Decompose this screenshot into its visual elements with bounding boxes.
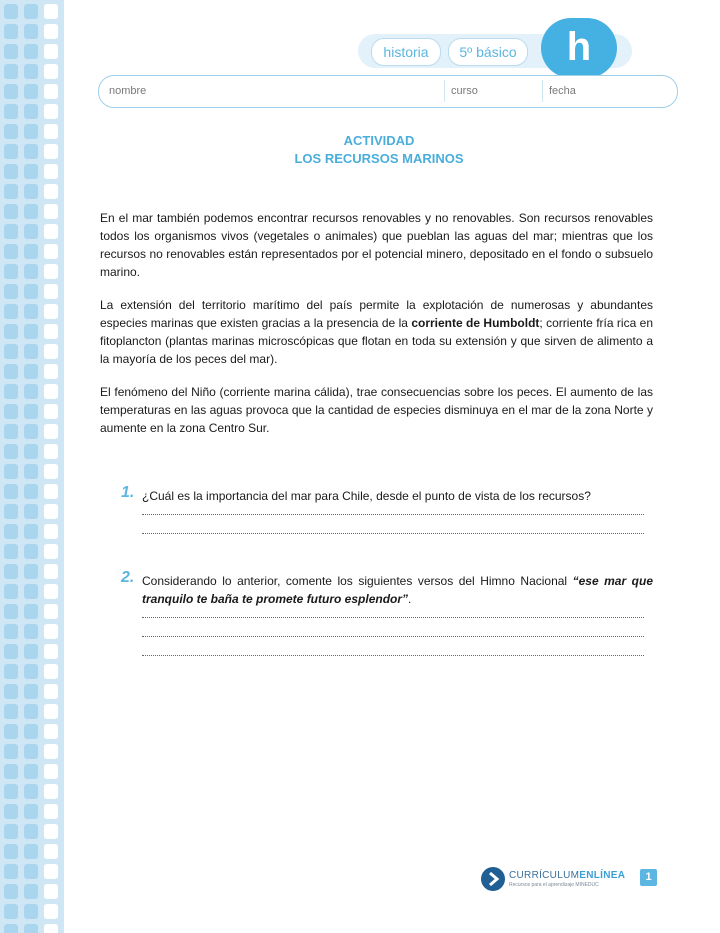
strip-cell bbox=[44, 544, 58, 559]
activity-heading: ACTIVIDAD bbox=[343, 133, 415, 148]
brand-tagline: Recursos para el aprendizaje MINEDUC bbox=[509, 882, 599, 888]
strip-cell bbox=[24, 644, 38, 659]
strip-cell bbox=[24, 64, 38, 79]
answer-line bbox=[142, 617, 644, 618]
strip-cell bbox=[4, 824, 18, 839]
strip-cell bbox=[4, 264, 18, 279]
strip-cell bbox=[4, 344, 18, 359]
strip-cell bbox=[4, 924, 18, 933]
strip-cell bbox=[24, 304, 38, 319]
strip-cell bbox=[4, 844, 18, 859]
strip-cell bbox=[4, 244, 18, 259]
strip-cell bbox=[44, 884, 58, 899]
strip-cell bbox=[44, 124, 58, 139]
subject-logo: h bbox=[541, 18, 617, 78]
strip-cell bbox=[4, 384, 18, 399]
strip-cell bbox=[24, 404, 38, 419]
strip-cell bbox=[24, 484, 38, 499]
answer-line bbox=[142, 655, 644, 656]
strip-cell bbox=[24, 104, 38, 119]
question-1-number: 1. bbox=[121, 484, 135, 501]
strip-cell bbox=[44, 764, 58, 779]
strip-cell bbox=[4, 184, 18, 199]
question-2-number: 2. bbox=[121, 569, 135, 586]
strip-cell bbox=[4, 644, 18, 659]
strip-cell bbox=[24, 504, 38, 519]
strip-cell bbox=[4, 424, 18, 439]
grade-badge: 5º básico bbox=[448, 38, 528, 66]
strip-cell bbox=[44, 104, 58, 119]
strip-cell bbox=[4, 104, 18, 119]
strip-cell bbox=[44, 204, 58, 219]
strip-cell bbox=[4, 504, 18, 519]
name-field-label: nombre bbox=[109, 85, 147, 97]
strip-cell bbox=[4, 884, 18, 899]
strip-cell bbox=[44, 484, 58, 499]
strip-cell bbox=[44, 604, 58, 619]
strip-cell bbox=[24, 684, 38, 699]
strip-cell bbox=[4, 64, 18, 79]
strip-cell bbox=[24, 4, 38, 19]
strip-cell bbox=[24, 264, 38, 279]
strip-cell bbox=[44, 4, 58, 19]
strip-cell bbox=[24, 544, 38, 559]
strip-cell bbox=[24, 864, 38, 879]
strip-cell bbox=[24, 724, 38, 739]
strip-cell bbox=[44, 144, 58, 159]
strip-cell bbox=[4, 484, 18, 499]
strip-cell bbox=[4, 44, 18, 59]
strip-cell bbox=[44, 444, 58, 459]
strip-cell bbox=[44, 824, 58, 839]
strip-cell bbox=[24, 244, 38, 259]
paragraph-2-text-end: ; corriente fría rica en fitoplancton (plantas marinas microscópicas que flotan en toda su extensión y que sirven de alimento a la mayoría de los peces del mar). bbox=[100, 316, 653, 366]
question-2-text bbox=[142, 572, 653, 608]
strip-cell bbox=[44, 664, 58, 679]
paragraph-3: El fenómeno del Niño (corriente marina cálida), trae consecuencias sobre los peces. El aumento de las temperaturas en las aguas provoca que la cantidad de especies disminuya en el mar de la zona Norte y aumente en la zona Centro Sur. bbox=[100, 385, 653, 435]
strip-cell bbox=[44, 64, 58, 79]
answer-line bbox=[142, 636, 644, 637]
strip-cell bbox=[24, 424, 38, 439]
curriculum-logo-icon bbox=[480, 866, 506, 892]
strip-cell bbox=[24, 364, 38, 379]
strip-cell bbox=[4, 124, 18, 139]
strip-cell bbox=[4, 284, 18, 299]
strip-cell bbox=[24, 764, 38, 779]
decorative-film-strip bbox=[0, 0, 64, 933]
strip-cell bbox=[4, 724, 18, 739]
strip-cell bbox=[24, 344, 38, 359]
strip-cell bbox=[24, 904, 38, 919]
strip-cell bbox=[4, 364, 18, 379]
strip-cell bbox=[4, 84, 18, 99]
strip-cell bbox=[4, 764, 18, 779]
strip-cell bbox=[44, 644, 58, 659]
strip-cell bbox=[24, 924, 38, 933]
answer-line bbox=[142, 533, 644, 534]
course-field-label: curso bbox=[451, 85, 478, 97]
strip-cell bbox=[24, 884, 38, 899]
strip-cell bbox=[24, 624, 38, 639]
paragraph-2 bbox=[100, 296, 653, 368]
page-title: LOS RECURSOS MARINOS bbox=[294, 151, 464, 166]
date-field-label: fecha bbox=[549, 85, 576, 97]
strip-cell bbox=[24, 84, 38, 99]
brand-name-part: ENLÍNEA bbox=[579, 870, 626, 881]
strip-cell bbox=[4, 584, 18, 599]
strip-cell bbox=[4, 4, 18, 19]
strip-cell bbox=[4, 524, 18, 539]
strip-cell bbox=[4, 904, 18, 919]
strip-cell bbox=[4, 224, 18, 239]
strip-cell bbox=[24, 44, 38, 59]
strip-cell bbox=[24, 384, 38, 399]
strip-cell bbox=[44, 504, 58, 519]
strip-cell bbox=[4, 164, 18, 179]
strip-cell bbox=[44, 584, 58, 599]
strip-cell bbox=[4, 804, 18, 819]
strip-cell bbox=[44, 244, 58, 259]
strip-cell bbox=[44, 864, 58, 879]
strip-cell bbox=[44, 164, 58, 179]
divider bbox=[542, 80, 543, 102]
strip-cell bbox=[24, 124, 38, 139]
strip-cell bbox=[24, 704, 38, 719]
strip-cell bbox=[44, 344, 58, 359]
question-1-text: ¿Cuál es la importancia del mar para Chile, desde el punto de vista de los recursos? bbox=[142, 489, 591, 503]
strip-cell bbox=[44, 364, 58, 379]
strip-cell bbox=[44, 564, 58, 579]
student-info-bar bbox=[98, 75, 678, 108]
strip-cell bbox=[4, 404, 18, 419]
strip-cell bbox=[4, 564, 18, 579]
strip-cell bbox=[4, 304, 18, 319]
question-2-body: Considerando lo anterior, comente los siguientes versos del Himno Nacional bbox=[142, 574, 573, 588]
strip-cell bbox=[44, 904, 58, 919]
strip-cell bbox=[24, 844, 38, 859]
strip-cell bbox=[24, 204, 38, 219]
strip-cell bbox=[4, 664, 18, 679]
strip-cell bbox=[4, 324, 18, 339]
strip-cell bbox=[24, 164, 38, 179]
strip-cell bbox=[24, 224, 38, 239]
strip-cell bbox=[4, 784, 18, 799]
strip-cell bbox=[24, 784, 38, 799]
subject-badge: historia bbox=[371, 38, 441, 66]
paragraph-2-text: La extensión del territorio marítimo del país permite la explotación de numerosas y abundantes especies marinas que existen gracias a la presencia de la bbox=[100, 298, 653, 330]
strip-cell bbox=[4, 624, 18, 639]
strip-cell bbox=[24, 24, 38, 39]
brand-name-part: CURRÍCULUM bbox=[509, 870, 580, 881]
divider bbox=[444, 80, 445, 102]
strip-cell bbox=[4, 204, 18, 219]
strip-cell bbox=[4, 464, 18, 479]
strip-cell bbox=[44, 784, 58, 799]
strip-cell bbox=[4, 544, 18, 559]
strip-cell bbox=[24, 804, 38, 819]
strip-cell bbox=[24, 284, 38, 299]
strip-cell bbox=[44, 84, 58, 99]
strip-cell bbox=[44, 464, 58, 479]
strip-cell bbox=[4, 744, 18, 759]
strip-cell bbox=[24, 824, 38, 839]
paragraph-1: En el mar también podemos encontrar recursos renovables y no renovables. Son recursos renovables todos los organismos vivos (vegetales o animales) que pueblan las aguas del mar; mientras que los recursos no renovables están representados por el potencial minero, depositado en el fondo o subsuelo marino. bbox=[100, 211, 653, 279]
strip-cell bbox=[44, 684, 58, 699]
strip-cell bbox=[44, 384, 58, 399]
strip-cell bbox=[44, 184, 58, 199]
strip-cell bbox=[44, 324, 58, 339]
strip-cell bbox=[4, 864, 18, 879]
strip-cell bbox=[24, 584, 38, 599]
strip-cell bbox=[4, 144, 18, 159]
strip-cell bbox=[4, 704, 18, 719]
strip-cell bbox=[24, 604, 38, 619]
strip-cell bbox=[4, 684, 18, 699]
answer-line bbox=[142, 514, 644, 515]
strip-cell bbox=[44, 24, 58, 39]
brand-name bbox=[509, 870, 625, 881]
page-number: 1 bbox=[640, 869, 657, 886]
strip-cell bbox=[44, 744, 58, 759]
strip-cell bbox=[24, 144, 38, 159]
anthem-quote: “ese mar que tranquilo te baña te promete futuro esplendor” bbox=[142, 574, 653, 606]
strip-cell bbox=[24, 464, 38, 479]
strip-cell bbox=[44, 304, 58, 319]
paragraph-2-bold: corriente de Humboldt bbox=[411, 316, 540, 330]
strip-cell bbox=[44, 44, 58, 59]
strip-cell bbox=[4, 444, 18, 459]
strip-cell bbox=[44, 284, 58, 299]
strip-cell bbox=[44, 404, 58, 419]
strip-cell bbox=[44, 624, 58, 639]
strip-cell bbox=[24, 184, 38, 199]
strip-cell bbox=[4, 24, 18, 39]
strip-cell bbox=[44, 524, 58, 539]
strip-cell bbox=[44, 724, 58, 739]
strip-cell bbox=[44, 704, 58, 719]
strip-cell bbox=[24, 444, 38, 459]
strip-cell bbox=[44, 424, 58, 439]
strip-cell bbox=[24, 564, 38, 579]
strip-cell bbox=[44, 844, 58, 859]
strip-cell bbox=[24, 524, 38, 539]
strip-cell bbox=[24, 664, 38, 679]
strip-cell bbox=[44, 804, 58, 819]
strip-cell bbox=[44, 224, 58, 239]
strip-cell bbox=[24, 324, 38, 339]
strip-cell bbox=[44, 924, 58, 933]
question-2-end: . bbox=[408, 592, 412, 606]
strip-cell bbox=[4, 604, 18, 619]
strip-cell bbox=[24, 744, 38, 759]
strip-cell bbox=[44, 264, 58, 279]
